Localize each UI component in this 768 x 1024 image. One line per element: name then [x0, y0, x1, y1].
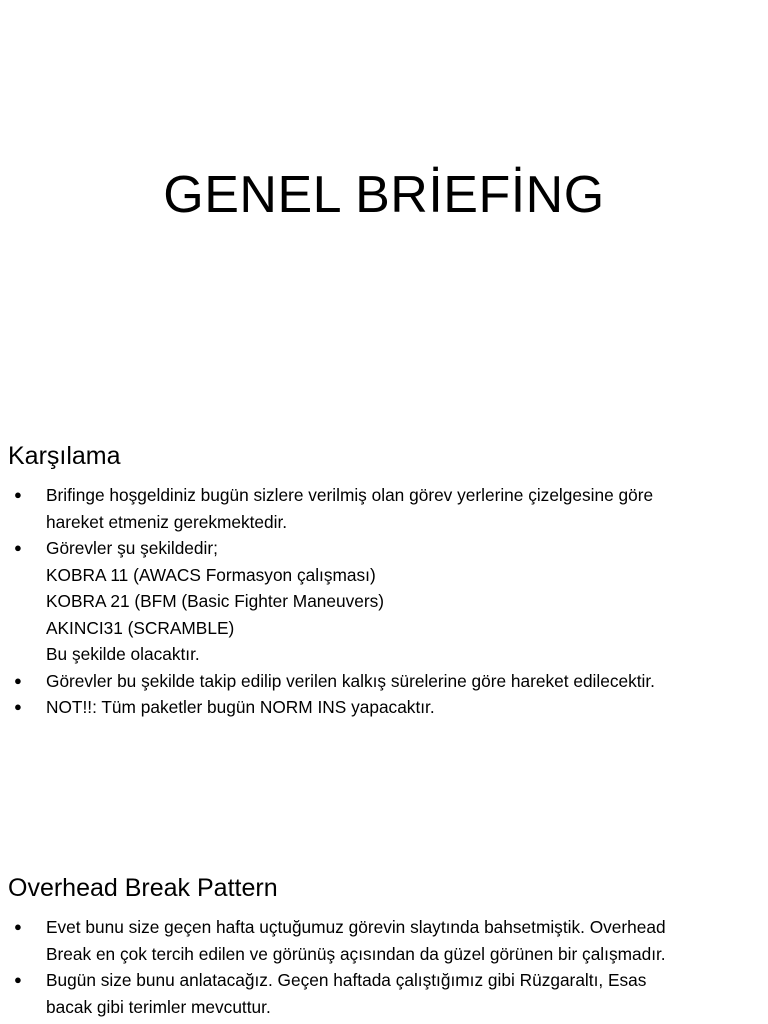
bullet-list — [0, 914, 768, 1020]
list-item-line: Break en çok tercih edilen ve görünüş açısından da güzel görünen bir çalışmadır. — [46, 943, 666, 964]
list-item-line: Brifinge hoşgeldiniz bugün sizlere verilmiş olan görev yerlerine çizelgesine göre — [46, 485, 654, 505]
bullet-icon: ● — [14, 540, 22, 555]
bullet-list — [0, 482, 768, 721]
list-item-line: bacak gibi terimler mevcuttur. — [46, 996, 271, 1017]
mission-kobra-21: KOBRA 21 (BFM (Basic Fighter Maneuvers) — [46, 591, 385, 611]
list-item — [0, 694, 768, 721]
list-item-line: Görevler bu şekilde takip edilip verilen kalkış sürelerine göre hareket edilecektir. — [46, 670, 655, 691]
section-overhead-break-pattern — [0, 870, 768, 1020]
list-item — [0, 535, 768, 668]
mission-akinci-31: AKINCI31 (SCRAMBLE) — [46, 617, 235, 638]
bullet-icon: ● — [14, 487, 22, 502]
section-heading: Karşılama — [8, 442, 121, 470]
list-item — [0, 482, 768, 535]
list-item-line: Evet bunu size geçen hafta uçtuğumuz görevin slaytında bahsetmiştik. Overhead — [46, 917, 666, 937]
list-item-line: Görevler şu şekildedir; — [46, 538, 218, 558]
section-heading: Overhead Break Pattern — [8, 874, 278, 902]
list-item-line: Bu şekilde olacaktır. — [46, 644, 200, 664]
list-item — [0, 668, 768, 695]
bullet-icon: ● — [14, 972, 22, 987]
note-line: NOT!!: Tüm paketler bugün NORM INS yapacaktır. — [46, 697, 435, 717]
list-item-line: Bugün size bunu anlatacağız. Geçen haftada çalıştığımız gibi Rüzgaraltı, Esas — [46, 970, 647, 990]
bullet-icon: ● — [14, 919, 22, 934]
bullet-icon: ● — [14, 672, 22, 688]
section-karsilama — [0, 438, 768, 721]
document-title: GENEL BRİEFİNG — [163, 166, 605, 224]
mission-kobra-11: KOBRA 11 (AWACS Formasyon çalışması) — [46, 564, 376, 585]
list-item-line: hareket etmeniz gerekmektedir. — [46, 511, 288, 532]
list-item — [0, 914, 768, 967]
list-item — [0, 967, 768, 1020]
bullet-icon: ● — [14, 699, 22, 714]
